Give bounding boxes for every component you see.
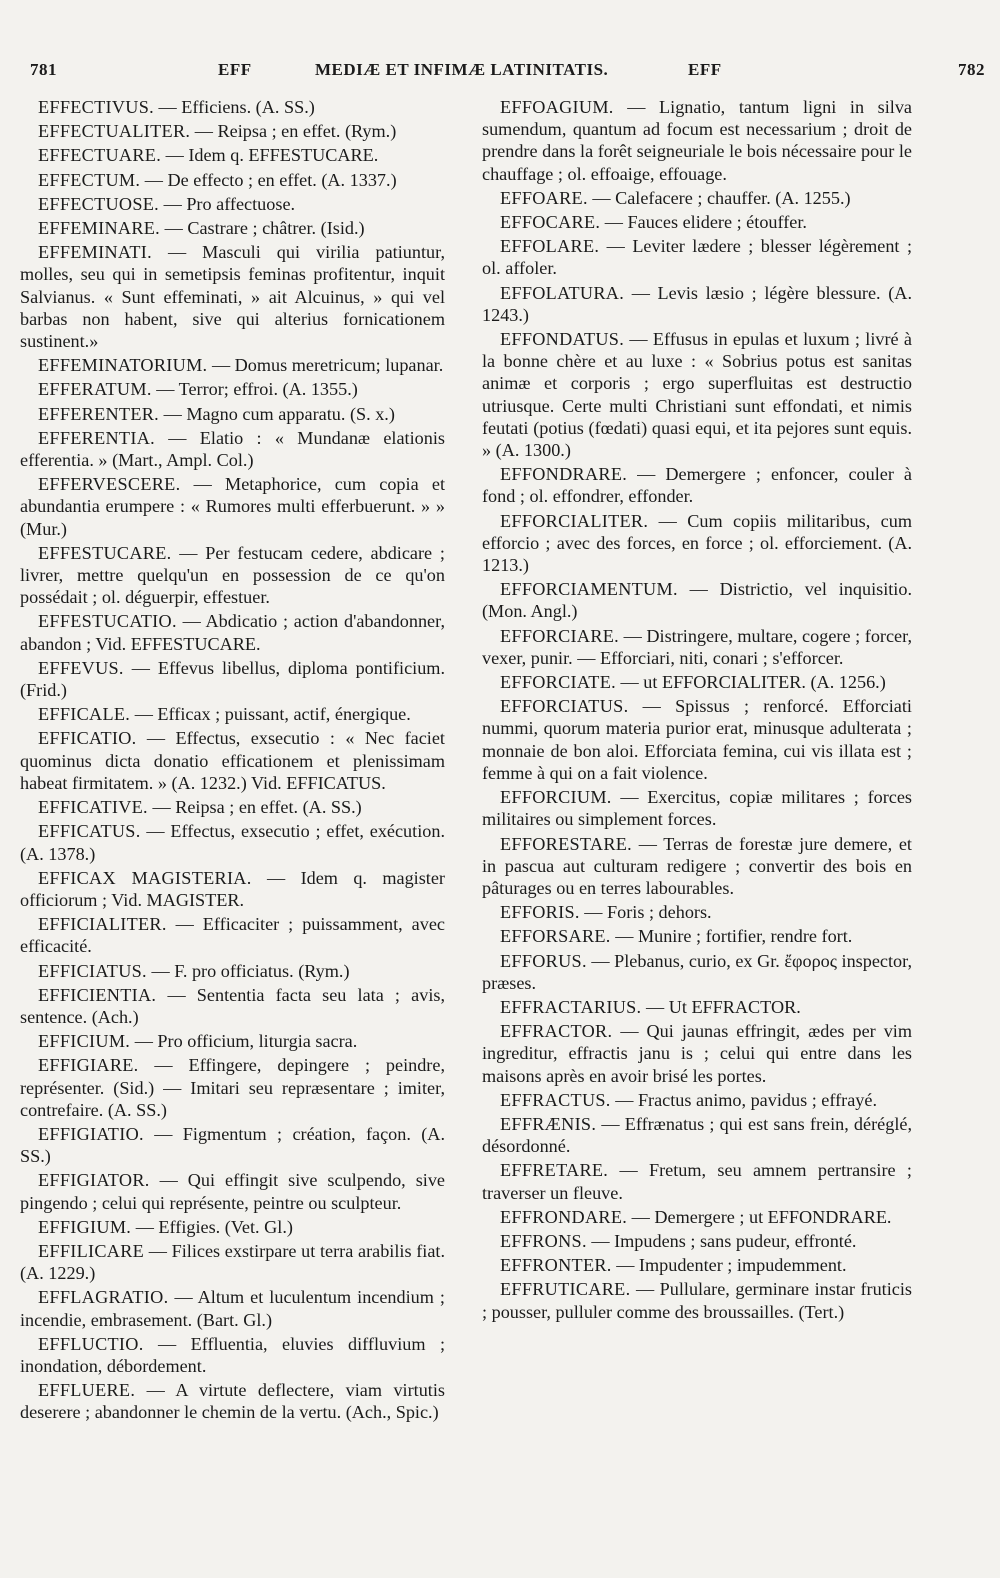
definition: — Per festucam cedere, abdicare ; livrer, mettre quelqu'un en possession de ce qu'on possédait ; ol. déguerpir, effestuer. [20,542,445,608]
definition: — Demergere ; enfoncer, couler à fond ; ol. effondrer, effonder. [482,464,912,507]
dictionary-entry [20,378,445,400]
dictionary-entry [20,1379,445,1423]
headword: EFFORCIATUS. [500,696,629,717]
dictionary-entry [20,403,445,425]
dictionary-entry [482,786,912,830]
definition: — Effigies. (Vet. Gl.) [131,1216,293,1237]
definition: — Distringere, multare, cogere ; forcer, vexer, punir. — Efforciari, niti, conari ; s'efforcer. [482,625,912,668]
dictionary-entry [482,235,912,279]
right-column [482,96,912,1325]
dictionary-entry [20,217,445,239]
right-page-number: 782 [958,60,985,79]
dictionary-entry [482,510,912,577]
running-header [30,60,985,92]
definition: — Effectus, exsecutio ; effet, exécution. (A. 1378.) [20,821,445,864]
definition: — Idem q. magister officiorum ; Vid. MAGISTER. [20,867,445,910]
dictionary-entry [482,463,912,507]
definition: — Effevus libellus, diploma pontificium. (Frid.) [20,657,445,701]
dictionary-entry [482,695,912,784]
headword: EFFICATUS. [38,821,141,842]
dictionary-entry [20,120,445,142]
dictionary-entry [20,542,445,609]
headword: EFFRÆNIS. [500,1113,597,1134]
headword: EFFORSARE. [500,926,611,947]
dictionary-entry [20,1216,445,1238]
definition: — Metaphorice, cum copia et abundantia erumpere : « Rumores multi efferbuerunt. » » (Mur.) [20,474,445,539]
definition: — Spissus ; renforcé. Efforciati nummi, quorum materia purior erat, minusque adulterata ; monnaie de bon aloi. Efforciata femina, cui vis illata est ; femme à qui on a fait violence. [482,696,912,783]
headword: EFFRONS. [500,1230,587,1251]
definition: — Reipsa ; en effet. (Rym.) [190,121,397,142]
definition: — Qui jaunas effringit, ædes per vim ingreditur, effractis janu is ; celui qui entre dans les maisons après en avoir brisé les portes. [482,1021,912,1086]
headword: EFFORCIUM. [500,787,612,808]
dictionary-entry [482,1089,912,1111]
definition: — Elatio : « Mundanæ elationis efferentia. » (Mart., Ampl. Col.) [20,427,445,471]
headword: EFFRONTER. [500,1255,612,1276]
definition: — Effectus, exsecutio : « Nec faciet quominus dicta donatio efficationem et plenissimam habeat firmitatem. » (A. 1232.) Vid. EFFICATUS. [20,728,445,793]
dictionary-entry [482,833,912,900]
headword: EFFIGIATIO. [38,1123,144,1144]
headword: EFFORUS. [500,950,587,971]
dictionary-entry [20,473,445,540]
definition: — Fretum, seu amnem pertransire ; traverser un fleuve. [482,1160,912,1203]
dictionary-entry [482,901,912,923]
definition: — Reipsa ; en effet. (A. SS.) [147,797,362,818]
dictionary-entry [482,996,912,1018]
dictionary-entry [482,1206,912,1228]
headword: EFFERATUM. [38,379,152,400]
dictionary-entry [20,1030,445,1052]
headword: EFFICIENTIA. [38,984,157,1005]
dictionary-entry [482,625,912,669]
headword: EFFLAGRATIO. [38,1287,169,1308]
dictionary-entry [20,144,445,166]
dictionary-entry [20,610,445,654]
headword: EFFRUTICARE. [500,1279,631,1300]
definition: — De effecto ; en effet. (A. 1337.) [140,169,397,190]
headword: EFFILICARE [38,1240,145,1261]
dictionary-entry [20,1333,445,1377]
headword: EFFOLATURA. [500,282,625,303]
headword: EFFONDRARE. [500,464,628,485]
headword: EFFORCIATE. [500,672,616,693]
definition: — Impudens ; sans pudeur, effronté. [586,1230,857,1251]
left-column [20,96,445,1426]
dictionary-entry [20,1054,445,1121]
dictionary-entry [20,820,445,864]
dictionary-entry [20,193,445,215]
headword: EFFIGIUM. [38,1216,132,1237]
headword: EFFECTUARE. [38,145,162,166]
definition: — Foris ; dehors. [579,902,712,923]
definition: — Sententia facta seu lata ; avis, sentence. (Ach.) [20,984,445,1027]
headword: EFFERENTIA. [38,427,155,448]
dictionary-entry [482,950,912,994]
headword: EFFIGIARE. [38,1055,139,1076]
dictionary-entry [20,913,445,957]
dictionary-entry [20,1286,445,1330]
definition: — Impudenter ; impudemment. [611,1255,847,1276]
dictionary-entry [482,96,912,185]
dictionary-entry [20,169,445,191]
dictionary-entry [482,671,912,693]
headword: EFFICATIO. [38,728,137,749]
headword: EFFORCIAMENTUM. [500,579,678,600]
headword: EFFERENTER. [38,403,160,424]
running-title: MEDIÆ ET INFIMÆ LATINITATIS. [315,60,609,79]
headword: EFFECTUALITER. [38,121,191,142]
dictionary-entry [482,211,912,233]
headword: EFFERVESCERE. [38,474,181,495]
headword: EFFEVUS. [38,657,124,678]
dictionary-entry [20,1169,445,1213]
definition: — Abdicatio ; action d'abandonner, abandon ; Vid. EFFESTUCARE. [20,611,445,654]
dictionary-entry [482,578,912,622]
definition: — Terras de forestæ jure demere, et in pascua aut culturam redigere ; convertir des bois en pâturages ou en terres labourables. [482,833,912,898]
definition: — Calefacere ; chauffer. (A. 1255.) [587,187,851,208]
headword: EFFLUERE. [38,1380,136,1401]
definition: — Efficiens. (A. SS.) [153,97,315,117]
headword: EFFOAGIUM. [500,97,614,117]
headword: EFFOARE. [500,187,588,208]
definition: — Demergere ; ut EFFONDRARE. [627,1206,892,1227]
definition: — Magno cum apparatu. (S. x.) [159,403,395,424]
headword: EFFECTIVUS. [38,97,154,117]
definition: — Effluentia, eluvies diffluvium ; inondation, débordement. [20,1333,445,1376]
left-page-number: 781 [30,60,57,79]
headword: EFFLUCTIO. [38,1333,144,1354]
definition: — Pro officium, liturgia sacra. [130,1031,358,1052]
definition: — Effusus in epulas et luxum ; livré à la bonne chère et au luxe : « Sobrius potus est sanitas animæ et corporis ; ergo superfluitas est destructio utriusque. Certe multi Christiani sunt effondati, et nimis feutati (potius (fœdati) quasi equi, et ita pejores sunt equis. » (A. 1300.) [482,329,912,461]
dictionary-entry [20,1240,445,1284]
dictionary-entry [20,354,445,376]
headword: EFFORCIALITER. [500,510,649,531]
headword: EFFICAX MAGISTERIA. [38,867,252,888]
headword: EFFECTUOSE. [38,193,160,214]
dictionary-entry [482,1278,912,1322]
dictionary-entry [20,96,445,118]
definition: — Castrare ; châtrer. (Isid.) [160,218,365,239]
dictionary-entry [20,703,445,725]
dictionary-entry [482,1159,912,1203]
definition: — A virtute deflectere, viam virtutis deserere ; abandonner le chemin de la vertu. (Ach., Spic.) [20,1380,445,1423]
definition: — Cum copiis militaribus, cum efforcio ; avec des forces, en force ; ol. efforciement. (A. 1213.) [482,510,912,576]
headword: EFFRETARE. [500,1160,609,1181]
dictionary-entry [20,241,445,352]
definition: — Fractus animo, pavidus ; effrayé. [610,1089,878,1110]
headword: EFFORCIARE. [500,625,620,646]
dictionary-entry [20,796,445,818]
definition: — Effrænatus ; qui est sans frein, déréglé, désordonné. [482,1113,912,1157]
definition: — Pro affectuose. [159,193,296,214]
definition: — Domus meretricum; lupanar. [207,355,444,376]
dictionary-entry [20,427,445,471]
dictionary-entry [482,328,912,461]
headword: EFFICIATUS. [38,960,147,981]
definition: — Effingere, depingere ; peindre, représenter. (Sid.) — Imitari seu repræsentare ; imiter, contrefaire. (A. SS.) [20,1055,445,1120]
dictionary-entry [20,657,445,701]
headword: EFFICIUM. [38,1031,131,1052]
headword: EFFEMINATI. [38,242,152,263]
dictionary-entry [20,960,445,982]
definition: — ut EFFORCIALITER. (A. 1256.) [615,672,886,693]
definition: — F. pro officiatus. (Rym.) [146,960,350,981]
headword: EFFICIALITER. [38,914,167,935]
right-catchword: EFF [688,60,722,79]
headword: EFFEMINARE. [38,218,161,239]
headword: EFFORESTARE. [500,833,633,854]
definition: — Terror; effroi. (A. 1355.) [151,379,358,400]
definition: — Munire ; fortifier, rendre fort. [610,926,853,947]
dictionary-entry [20,1123,445,1167]
definition: — Exercitus, copiæ militares ; forces militaires ou simplement forces. [482,787,912,830]
definition: — Districtio, vel inquisitio. (Mon. Angl.) [482,579,912,622]
headword: EFFOLARE. [500,236,600,257]
dictionary-entry [20,984,445,1028]
dictionary-entry [482,925,912,947]
headword: EFFIGIATOR. [38,1170,150,1191]
left-catchword: EFF [218,60,252,79]
headword: EFFONDATUS. [500,329,625,350]
dictionary-entry [20,727,445,794]
definition: — Levis læsio ; légère blessure. (A. 1243.) [482,282,912,325]
definition: — Ut EFFRACTOR. [641,996,801,1017]
headword: EFFRACTUS. [500,1089,611,1110]
headword: EFFORIS. [500,902,580,923]
headword: EFFOCARE. [500,212,601,233]
headword: EFFRONDARE. [500,1206,628,1227]
headword: EFFICALE. [38,704,131,725]
definition: — Leviter lædere ; blesser légèrement ; ol. affoler. [482,236,912,279]
dictionary-entry [20,867,445,911]
definition: — Filices exstirpare ut terra arabilis fiat. (A. 1229.) [20,1240,445,1284]
definition: — Plebanus, curio, ex Gr. ἔφορος inspector, præses. [482,950,912,993]
headword: EFFICATIVE. [38,797,148,818]
dictionary-entry [482,187,912,209]
dictionary-entry [482,1113,912,1157]
definition: — Lignatio, tantum ligni in silva sumendum, quantum ad focum est necessarium ; droit de prendre dans la forêt seigneuriale le bois nécessaire pour le chauffage ; ol. effoaige, effouage. [482,97,912,184]
definition: — Efficax ; puissant, actif, énergique. [130,704,411,725]
dictionary-entry [482,1254,912,1276]
definition: — Figmentum ; création, façon. (A. SS.) [20,1123,445,1167]
headword: EFFEMINATORIUM. [38,355,208,376]
definition: — Pullulare, germinare instar fruticis ; pousser, pulluler comme des broussailles. (Tert.) [482,1279,912,1322]
definition: — Efficaciter ; puissamment, avec efficacité. [20,914,445,957]
headword: EFFESTUCATIO. [38,611,177,632]
definition: — Altum et luculentum incendium ; incendie, embrasement. (Bart. Gl.) [20,1287,445,1330]
dictionary-entry [482,1020,912,1087]
headword: EFFRACTOR. [500,1021,613,1042]
headword: EFFECTUM. [38,169,141,190]
dictionary-entry [482,282,912,326]
dictionary-entry [482,1230,912,1252]
definition: — Idem q. EFFESTUCARE. [161,145,379,166]
definition: — Masculi qui virilia patiuntur, molles, seu qui in semetipsis feminas profitentur, inquit Salvianus. « Sunt effeminati, » ait Alcuinus, » qui vel barbas non habent, sive qui alterius fornicationem sustinent.» [20,242,445,352]
definition: — Fauces elidere ; étouffer. [600,212,807,233]
headword: EFFRACTARIUS. [500,996,642,1017]
definition: — Qui effingit sive sculpendo, sive pingendo ; celui qui représente, peintre ou sculpteur. [20,1170,445,1213]
headword: EFFESTUCARE. [38,542,172,563]
